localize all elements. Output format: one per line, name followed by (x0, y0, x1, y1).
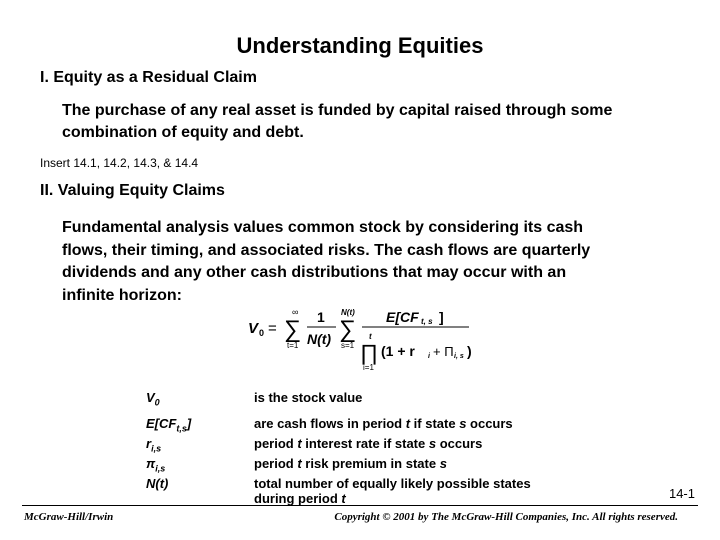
paragraph-line: infinite horizon: (62, 286, 182, 304)
insert-note: Insert 14.1, 14.2, 14.3, & 14.4 (40, 156, 199, 170)
paragraph-line: dividends and any other cash distributions that may occur with an (62, 264, 567, 281)
slide-title: Understanding Equities (236, 33, 484, 58)
formula-prod-lower: i=1 (363, 363, 374, 372)
definition-text: is the stock value (254, 390, 363, 405)
formula-prod-close: ) (467, 343, 472, 359)
formula-product-icon: ∏ (360, 340, 379, 365)
valuation-formula (244, 306, 474, 376)
definition-symbol: $V_0$ (146, 390, 160, 408)
definition-symbol: $E[CF_{t,s}]$ (146, 416, 192, 434)
formula-inner-upper: N(t) (341, 308, 355, 317)
formula-outer-upper: ∞ (292, 307, 299, 317)
formula-sum-icon-inner: ∑ (339, 316, 357, 343)
definition-text: period t risk premium in state s (254, 456, 447, 471)
formula-outer-lower: t=1 (287, 341, 299, 350)
definition-text: total number of equally likely possible states during period t (254, 476, 531, 506)
definition-symbol: $\pi_{i,s}$ (146, 456, 166, 474)
formula-frac-den: N(t) (307, 331, 332, 347)
definition-text: period t interest rate if state s occurs (254, 436, 483, 451)
definition-symbol: $r_{i,s}$ (146, 436, 162, 454)
footer-publisher: McGraw-Hill/Irwin (24, 511, 114, 523)
section-heading-residual-claim: I. Equity as a Residual Claim (40, 69, 257, 86)
formula-prod-pi-sub: i, s (454, 353, 464, 360)
formula-lhs-sub: 0 (259, 328, 265, 338)
section-heading-valuing-equity: II. Valuing Equity Claims (40, 182, 225, 199)
paragraph-line: Fundamental analysis values common stock by considering its cash (62, 219, 584, 236)
definition-symbol: N(t) (146, 476, 169, 491)
formula-prod-r-sub: i (428, 353, 430, 360)
definition-text: are cash flows in period t if state s occurs (254, 416, 513, 431)
formula-cash-flow-sub: t, s (421, 317, 433, 326)
formula-inner-lower: s=1 (341, 341, 355, 350)
paragraph-residual-claim: The purchase of any real asset is funded by capital raised through some combination of equity and debt. (62, 102, 613, 141)
formula-sum-icon: ∑ (284, 316, 302, 343)
formula-cash-flow: E[CF (386, 309, 419, 325)
formula-graphic (244, 306, 474, 376)
footer-copyright: Copyright © 2001 by The McGraw-Hill Companies, Inc. All rights reserved. (334, 511, 678, 523)
formula-frac-num: 1 (317, 309, 325, 325)
page-number: 14-1 (668, 486, 695, 501)
paragraph-line: flows, their timing, and associated risks. The cash flows are quarterly (62, 241, 591, 259)
formula-prod-term: (1 + r (381, 343, 415, 359)
formula-prod-upper: t (369, 332, 372, 341)
paragraph-valuing-equity (62, 217, 692, 307)
formula-prod-plus-pi: + Π (433, 344, 454, 359)
formula-equals: = (268, 320, 277, 337)
footer-divider (22, 505, 698, 506)
formula-cash-flow-close: ] (439, 309, 444, 325)
formula-lhs: V (248, 320, 259, 337)
